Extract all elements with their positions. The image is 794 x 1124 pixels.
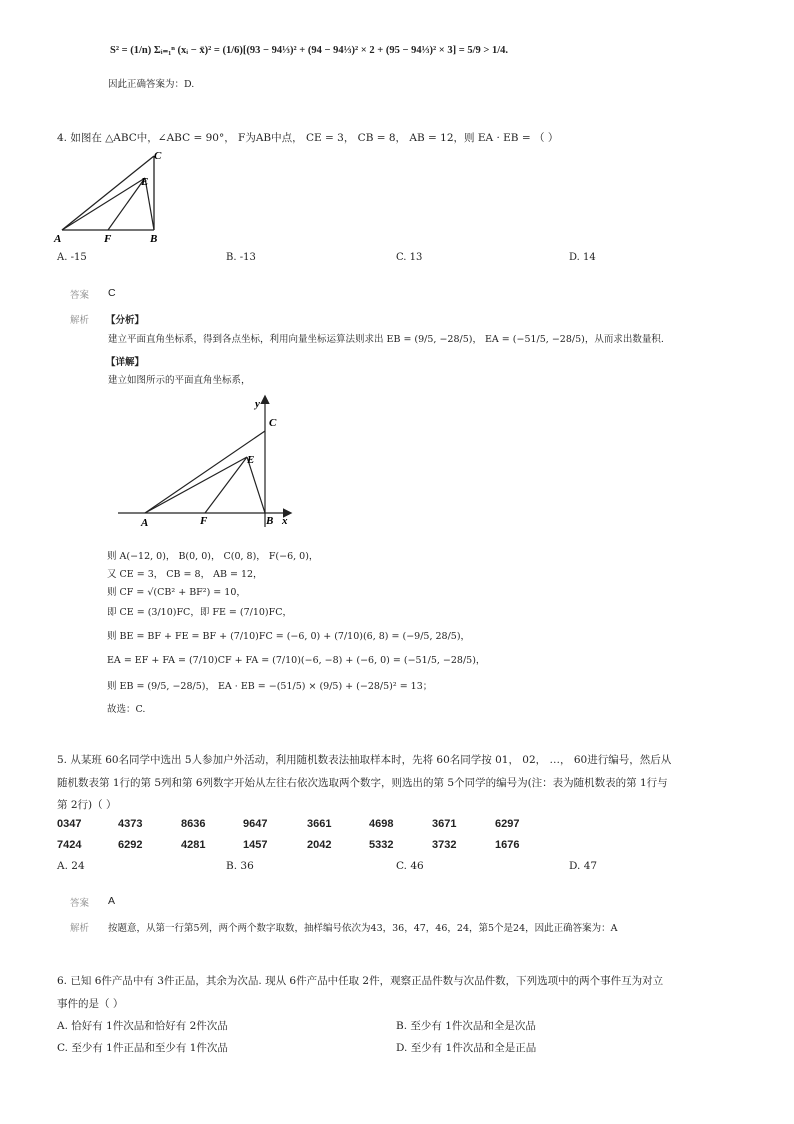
q5-table-cell: 6292 <box>118 839 143 851</box>
coord-label-a: A <box>141 517 149 529</box>
q4-xiangjie-intro: 建立如图所示的平面直角坐标系， <box>108 375 251 386</box>
q5-table-cell: 3671 <box>432 818 457 830</box>
q5-table-cell: 3732 <box>432 839 457 851</box>
q5-stem-line-2: 随机数表第 1行的第 5列和第 6列数字开始从左往右依次选取两个数字，则选出的第 5个同学的编号为(注：表为随机数表的第 1行与 <box>57 777 668 789</box>
q4-step-6: EA = EF + FA = (7/10)CF + FA = (7/10)(−6, −8) + (−6, 0) = (−51/5, −28/5)， <box>107 655 486 666</box>
q5-table-cell: 1676 <box>495 839 520 851</box>
q6-option-c[interactable]: C. 至少有 1件正品和至少有 1件次品 <box>57 1042 228 1054</box>
q5-analysis-label: 解析 <box>70 923 90 934</box>
q4-step-5: 则 BE = BF + FE = BF + (7/10)FC = (−6, 0) + (7/10)(6, 8) = (−9/5, 28/5)， <box>107 631 471 642</box>
q4-step-1: 则 A(−12, 0)， B(0, 0)， C(0, 8)， F(−6, 0)， <box>107 551 319 562</box>
fig-label-e: E <box>141 176 149 188</box>
q5-option-b[interactable]: B. 36 <box>226 860 254 872</box>
q4-answer-value: C <box>108 287 116 299</box>
q6-stem-line-1: 6. 已知 6件产品中有 3件正品，其余为次品. 现从 6件产品中任取 2件，观察正品件数与次品件数，下列选项中的两个事件互为对立 <box>57 975 664 987</box>
q5-table-cell: 6297 <box>495 818 520 830</box>
q5-answer-value: A <box>108 895 116 907</box>
q5-table-cell: 4373 <box>118 818 143 830</box>
q5-table-cell: 3661 <box>307 818 332 830</box>
axis-label-x: x <box>282 515 288 527</box>
q4-answer-label: 答案 <box>70 290 90 301</box>
q4-coordinate-figure <box>110 393 300 533</box>
top-conclusion: 因此正确答案为：D. <box>108 79 195 90</box>
q4-triangle-figure <box>50 148 170 248</box>
q6-option-b[interactable]: B. 至少有 1件次品和全是次品 <box>396 1020 536 1032</box>
q5-stem-line-3: 第 2行)（ ） <box>57 799 117 811</box>
q4-option-b[interactable]: B. -13 <box>226 252 256 263</box>
top-formula: S² = (1/n) Σᵢ₌₁ⁿ (xᵢ − x̄)² = (1/6)[(93 − 94⅓)² + (94 − 94⅓)² × 2 + (95 − 94⅓)² × 3] = 5/9 > 1/4. <box>110 45 509 56</box>
q4-option-c[interactable]: C. 13 <box>396 252 423 263</box>
q4-stem: 4. 如图在 △ABC中，∠ABC = 90°， F为AB中点， CE = 3， CB = 8， AB = 12，则 EA · EB = （ ） <box>57 132 559 144</box>
q5-table-cell: 2042 <box>307 839 332 851</box>
axis-label-y: y <box>255 398 260 410</box>
fig-label-a: A <box>54 233 62 245</box>
q5-table-cell: 1457 <box>243 839 268 851</box>
q4-step-2: 又 CE = 3， CB = 8， AB = 12， <box>107 569 263 580</box>
q4-fenxi-tag: 【分析】 <box>106 315 145 326</box>
q5-answer-label: 答案 <box>70 898 90 909</box>
q4-fenxi-text: 建立平面直角坐标系，得到各点坐标，利用向量坐标运算法则求出 EB = (9/5, −28/5)， EA = (−51/5, −28/5)，从而求出数量积. <box>108 334 664 345</box>
q4-step-4: 即 CE = (3/10)FC，即 FE = (7/10)FC， <box>107 607 292 618</box>
fig-label-b: B <box>150 233 158 245</box>
q5-table-cell: 4698 <box>369 818 394 830</box>
q5-table-cell: 4281 <box>181 839 206 851</box>
q6-option-d[interactable]: D. 至少有 1件次品和全是正品 <box>396 1042 537 1054</box>
q5-option-a[interactable]: A. 24 <box>57 860 85 872</box>
q5-table-cell: 9647 <box>243 818 268 830</box>
q4-step-8: 故选：C. <box>107 704 146 715</box>
q5-table-cell: 7424 <box>57 839 82 851</box>
q5-table-cell: 5332 <box>369 839 394 851</box>
q6-option-a[interactable]: A. 恰好有 1件次品和恰好有 2件次品 <box>57 1020 228 1032</box>
coord-label-b: B <box>266 515 274 527</box>
q4-step-3: 则 CF = √(CB² + BF²) = 10， <box>107 587 246 598</box>
fig-label-c: C <box>154 150 162 162</box>
coord-label-e: E <box>247 454 255 466</box>
q5-option-c[interactable]: C. 46 <box>396 860 424 872</box>
q5-table-cell: 0347 <box>57 818 82 830</box>
q5-option-d[interactable]: D. 47 <box>569 860 598 872</box>
q5-stem-line-1: 5. 从某班 60名同学中选出 5人参加户外活动，利用随机数表法抽取样本时，先将 60名同学按 01， 02， …， 60进行编号，然后从 <box>57 754 672 766</box>
q4-step-7: 则 EB = (9/5, −28/5)， EA · EB = −(51/5) × (9/5) + (−28/5)² = 13； <box>107 681 433 692</box>
q4-option-a[interactable]: A. -15 <box>57 252 87 263</box>
q6-stem-line-2: 事件的是（ ） <box>57 998 124 1010</box>
q4-analysis-label: 解析 <box>70 315 90 326</box>
q4-option-d[interactable]: D. 14 <box>569 252 596 263</box>
fig-label-f: F <box>104 233 112 245</box>
q5-table-cell: 8636 <box>181 818 206 830</box>
coord-label-c: C <box>269 417 277 429</box>
q5-analysis-text: 按题意，从第一行第5列，两个两个数字取数，抽样编号依次为43，36，47，46，24，第5个是24，因此正确答案为：A <box>108 923 618 934</box>
coord-label-f: F <box>200 515 208 527</box>
q4-xiangjie-tag: 【详解】 <box>106 357 145 368</box>
